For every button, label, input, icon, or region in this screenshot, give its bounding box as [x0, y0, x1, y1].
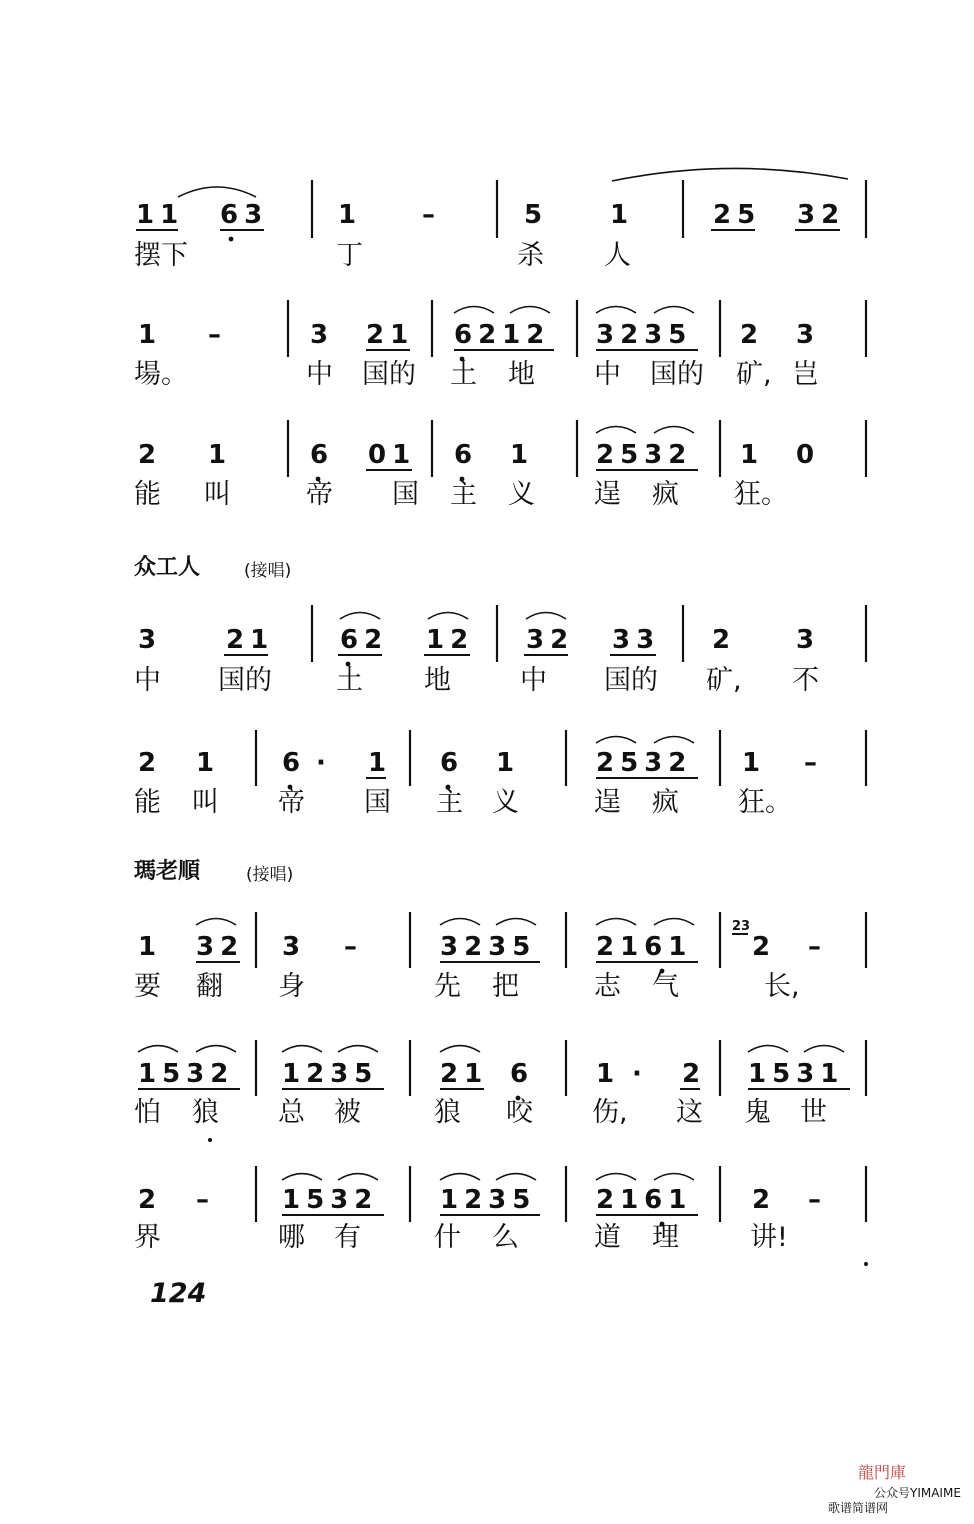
- dash: –: [808, 1185, 821, 1215]
- slur: [596, 737, 636, 744]
- dash: –: [344, 932, 357, 962]
- note: 1: [610, 200, 629, 230]
- note: 2: [138, 1185, 157, 1215]
- slur: [282, 1046, 322, 1053]
- note: 2: [682, 1059, 701, 1089]
- note-group: 1532: [138, 1059, 235, 1089]
- lyric: 人: [604, 240, 631, 271]
- note-group: 32: [797, 200, 846, 230]
- lyric: 翻: [196, 971, 223, 1002]
- slur: [510, 307, 550, 314]
- lyric: 哪: [278, 1222, 305, 1253]
- slur: [654, 427, 694, 434]
- slur: [496, 919, 536, 926]
- lyric: 場。: [134, 359, 188, 390]
- note-group: 1235: [440, 1185, 537, 1215]
- lyric: 主: [436, 787, 463, 818]
- slur: [178, 187, 256, 197]
- slur: [654, 737, 694, 744]
- note-group: 25: [713, 200, 762, 230]
- watermark-text: 歌谱简谱网: [828, 1501, 889, 1515]
- lyric: 界: [134, 1222, 161, 1253]
- note: 3: [282, 932, 301, 962]
- augmentation-dot: ·: [632, 1059, 642, 1089]
- lyric: 主: [450, 479, 477, 510]
- singer-name: 瑪老順: [134, 859, 201, 884]
- lyric: 长,: [764, 971, 800, 1002]
- note: 1: [196, 748, 215, 778]
- lyric: 国: [364, 787, 391, 818]
- note: 1: [138, 932, 157, 962]
- dash: –: [808, 932, 821, 962]
- note: 3: [138, 625, 157, 655]
- lyric: 矿,: [706, 665, 742, 696]
- lyric: 土: [336, 665, 363, 696]
- note-group: 2532: [596, 748, 693, 778]
- slur: [138, 1046, 178, 1053]
- note: 0: [796, 440, 815, 470]
- note: 3: [796, 320, 815, 350]
- slur: [612, 168, 848, 181]
- lyric: 国的: [218, 665, 272, 696]
- lyric: 狂。: [734, 479, 788, 510]
- watermark-logo: 龍門庫: [858, 1463, 907, 1482]
- dash: –: [208, 320, 221, 350]
- note: 1: [368, 748, 387, 778]
- section-label-workers: [134, 554, 291, 581]
- lyric: 志: [594, 971, 621, 1002]
- note-group: 2161: [596, 932, 693, 962]
- note-group: 11: [136, 200, 185, 230]
- slur: [654, 1174, 694, 1181]
- note: 1: [138, 320, 157, 350]
- lyric: 国: [392, 479, 419, 510]
- lyric: 国的: [604, 665, 658, 696]
- page-number: 124: [150, 1278, 207, 1309]
- note: 1: [510, 440, 529, 470]
- lyric: 什: [434, 1222, 461, 1253]
- lyric: 丁: [336, 240, 363, 271]
- slur: [596, 1174, 636, 1181]
- note: 2: [740, 320, 759, 350]
- lyric: 鬼: [744, 1097, 771, 1128]
- lyric: 要: [134, 971, 161, 1002]
- slur: [282, 1174, 322, 1181]
- lyric: 咬: [506, 1097, 533, 1128]
- note-group: 2161: [596, 1185, 693, 1215]
- note-group: 32: [526, 625, 575, 655]
- note-group: 1235: [282, 1059, 379, 1089]
- slur: [440, 1174, 480, 1181]
- slur: [196, 919, 236, 926]
- slur: [428, 613, 468, 620]
- lyric: 国的: [650, 359, 704, 390]
- note: 6: [454, 440, 473, 470]
- lyric: 杀: [517, 240, 544, 271]
- lyric: 逞: [594, 787, 621, 818]
- note: 2: [138, 440, 157, 470]
- note-group: 62: [340, 625, 389, 655]
- note: 3: [796, 625, 815, 655]
- lyric: 能: [134, 787, 161, 818]
- singer-note: (接唱): [246, 865, 294, 885]
- lyric: 把: [492, 971, 519, 1002]
- lyric: 疯: [652, 787, 679, 818]
- note-group: 12: [426, 625, 475, 655]
- lyric: 道: [594, 1222, 621, 1253]
- lyric: 摆下: [134, 240, 188, 271]
- lyric: 中: [594, 359, 621, 390]
- note-group: 3235: [440, 932, 537, 962]
- note: 1: [338, 200, 357, 230]
- grace-notes: 23: [732, 919, 751, 934]
- lyric: 有: [334, 1222, 361, 1253]
- note-group: 1531: [748, 1059, 845, 1089]
- singer-note: (接唱): [244, 561, 292, 581]
- slur: [496, 1174, 536, 1181]
- note-group: 63: [220, 200, 269, 230]
- note-group: 21: [440, 1059, 489, 1089]
- watermark: [828, 1463, 961, 1515]
- slur: [748, 1046, 788, 1053]
- note: 1: [742, 748, 761, 778]
- lyric: 义: [492, 787, 519, 818]
- note-group: 33: [612, 625, 661, 655]
- speck: [208, 1138, 212, 1142]
- lyric: 帝: [278, 787, 305, 818]
- speck: [864, 1262, 868, 1266]
- note: 3: [310, 320, 329, 350]
- slur: [338, 1174, 378, 1181]
- lyric: 地: [508, 359, 535, 390]
- slur: [340, 613, 380, 620]
- note-group: 21: [226, 625, 275, 655]
- slur: [196, 1046, 236, 1053]
- slur: [804, 1046, 844, 1053]
- slur: [454, 307, 494, 314]
- slur: [440, 919, 480, 926]
- note: 2: [752, 1185, 771, 1215]
- lyric: 叫: [204, 479, 231, 510]
- slur: [654, 307, 694, 314]
- note: 2: [138, 748, 157, 778]
- score-row-4: [134, 605, 866, 696]
- lyric: 身: [278, 971, 305, 1002]
- lyric: 狼: [192, 1097, 219, 1128]
- note: 6: [282, 748, 301, 778]
- lyric: 中: [520, 665, 547, 696]
- note: 1: [596, 1059, 615, 1089]
- note: 6: [510, 1059, 529, 1089]
- score-row-8: [134, 1166, 868, 1266]
- score-row-1: [134, 168, 866, 271]
- lyric: 伤,: [592, 1097, 628, 1128]
- slur: [596, 307, 636, 314]
- lyric: 这: [676, 1097, 703, 1128]
- note-group: 21: [366, 320, 415, 350]
- dash: –: [422, 200, 435, 230]
- note: 1: [740, 440, 759, 470]
- score-row-3: [134, 420, 866, 510]
- lyric: 讲!: [750, 1222, 788, 1253]
- lyric: 理: [652, 1222, 679, 1253]
- note-group: 01: [368, 440, 417, 470]
- lyric: 怕: [134, 1097, 161, 1128]
- slur: [526, 613, 566, 620]
- note: 2: [752, 932, 771, 962]
- lyric: 世: [800, 1097, 827, 1128]
- watermark-text: 公众号YIMAIME: [874, 1486, 961, 1500]
- lyric: 矿,: [736, 359, 772, 390]
- note-group: 1532: [282, 1185, 379, 1215]
- lyric: 逞: [594, 479, 621, 510]
- dash: –: [804, 748, 817, 778]
- lyric: 中: [306, 359, 333, 390]
- note: 1: [496, 748, 515, 778]
- lyric: 岂: [792, 359, 819, 390]
- lyric: 狂。: [738, 787, 792, 818]
- lyric: 不: [792, 665, 819, 696]
- section-label-feng: [134, 858, 293, 885]
- score-row-5: [134, 730, 866, 818]
- note: 2: [712, 625, 731, 655]
- lyric: 能: [134, 479, 161, 510]
- lyric: 帝: [306, 479, 333, 510]
- slur: [596, 427, 636, 434]
- note: 1: [208, 440, 227, 470]
- lyric: 义: [508, 479, 535, 510]
- slur: [654, 919, 694, 926]
- lyric: 气: [652, 971, 679, 1002]
- note: 5: [524, 200, 543, 230]
- lyric: 被: [334, 1097, 361, 1128]
- lyric: 土: [450, 359, 477, 390]
- lyric: 总: [278, 1097, 305, 1128]
- augmentation-dot: ·: [316, 748, 326, 778]
- score-row-2: [134, 300, 866, 390]
- note-group: 32: [196, 932, 245, 962]
- lyric: 么: [492, 1222, 519, 1253]
- dash: –: [196, 1185, 209, 1215]
- singer-name: 众工人: [134, 555, 201, 580]
- low-octave-dot: [229, 237, 234, 242]
- score-row-7: [134, 1040, 866, 1142]
- lyric: 地: [424, 665, 451, 696]
- note: 6: [440, 748, 459, 778]
- lyric: 中: [134, 665, 161, 696]
- lyric: 叫: [192, 787, 219, 818]
- note: 6: [310, 440, 329, 470]
- lyric: 狼: [434, 1097, 461, 1128]
- score-row-6: [134, 912, 866, 1002]
- note-group: 2532: [596, 440, 693, 470]
- slur: [596, 919, 636, 926]
- lyric: 国的: [362, 359, 416, 390]
- lyric: 疯: [652, 479, 679, 510]
- note-group: 6212: [454, 320, 551, 350]
- slur: [338, 1046, 378, 1053]
- slur: [440, 1046, 480, 1053]
- note-group: 3235: [596, 320, 693, 350]
- lyric: 先: [434, 971, 461, 1002]
